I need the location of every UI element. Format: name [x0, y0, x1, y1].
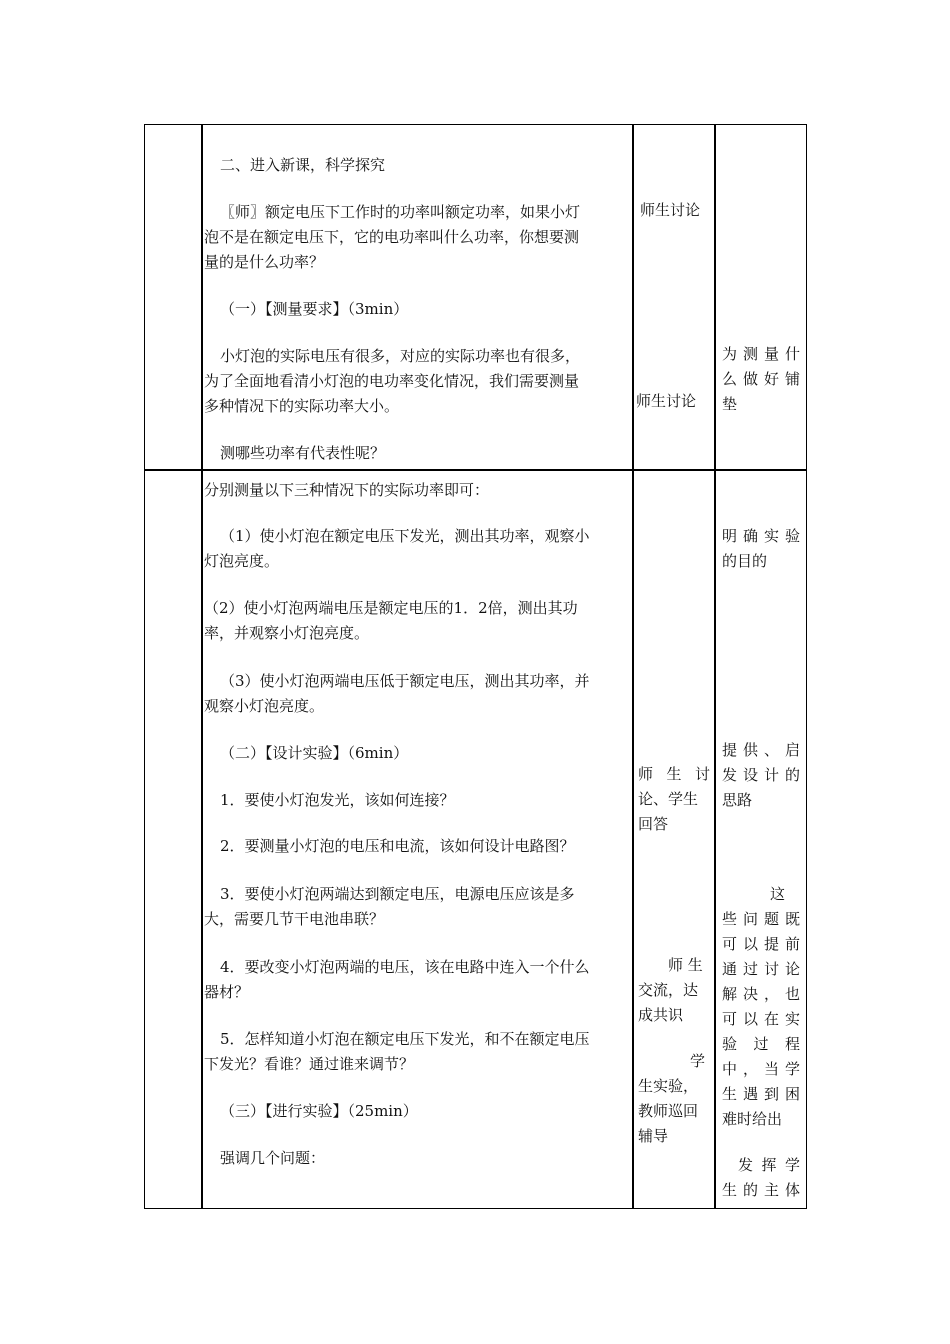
activity-student-experiment-2: 生实验，: [638, 1077, 699, 1095]
intent-design-hint-2: 发 设 计 的: [722, 766, 800, 784]
paragraph-line-1: 小灯泡的实际电压有很多，对应的实际功率也有很多，: [220, 347, 581, 365]
paragraph-line-3: 多种情况下的实际功率大小。: [204, 397, 400, 415]
paragraph-line-2: 为了全面地看清小灯泡的电功率变化情况，我们需要测量: [204, 372, 580, 390]
question-representative-power: 测哪些功率有代表性呢？: [220, 444, 386, 462]
intent-student-centered-2: 生 的 主 体: [722, 1181, 800, 1199]
intent-line-2: 么 做 好 铺: [722, 370, 800, 388]
intent-questions-6: 可 以 在 实: [722, 1010, 800, 1028]
intent-design-hint-1: 提 供 、 启: [722, 741, 800, 759]
section-design-experiment: （二）【设计实验】（6min）: [220, 744, 409, 762]
case-1-line-1: （1）使小灯泡在额定电压下发光，测出其功率，观察小: [220, 527, 590, 545]
case-1-line-2: 灯泡亮度。: [204, 552, 280, 570]
design-question-5-line-2: 下发光？看谁？通过谁来调节？: [204, 1055, 415, 1073]
column-divider-3: [714, 124, 716, 1209]
design-question-4-line-2: 器材？: [204, 983, 250, 1001]
intent-questions-3: 可 以 提 前: [722, 935, 800, 953]
intent-questions-1: 这: [770, 885, 786, 903]
case-3-line-1: （3）使小灯泡两端电压低于额定电压，测出其功率，并: [220, 672, 590, 690]
row-divider: [144, 469, 807, 471]
case-3-line-2: 观察小灯泡亮度。: [204, 697, 325, 715]
case-2-line-1: （2）使小灯泡两端电压是额定电压的1．2倍，测出其功: [204, 599, 578, 617]
activity-discuss-answer-2: 论、学生: [638, 790, 699, 808]
stress-points: 强调几个问题：: [220, 1149, 326, 1167]
intent-student-centered-1: 发 挥 学: [738, 1156, 800, 1174]
design-question-2: 2．要测量小灯泡的电压和电流，该如何设计电路图？: [220, 837, 575, 855]
intent-questions-5: 解 决 ， 也: [722, 985, 800, 1003]
section-heading: 二、进入新课，科学探究: [220, 156, 386, 174]
intent-line-1: 为 测 量 什: [722, 345, 800, 363]
design-question-4-line-1: 4．要改变小灯泡两端的电压，该在电路中连入一个什么: [220, 958, 590, 976]
activity-student-experiment-1: 学: [690, 1052, 706, 1070]
intent-questions-8: 中 ， 当 学: [722, 1060, 800, 1078]
intent-questions-4: 通 过 讨 论: [722, 960, 800, 978]
design-question-3-line-1: 3．要使小灯泡两端达到额定电压，电源电压应该是多: [220, 885, 575, 903]
activity-discussion-2: 师生讨论: [636, 392, 697, 410]
intent-questions-9: 生 遇 到 困: [722, 1085, 800, 1103]
design-question-5-line-1: 5．怎样知道小灯泡在额定电压下发光，和不在额定电压: [220, 1030, 590, 1048]
teacher-question-line-2: 泡不是在额定电压下，它的电功率叫什么功率，你想要测: [204, 228, 580, 246]
section-conduct-experiment: （三）【进行实验】（25min）: [220, 1102, 418, 1120]
activity-discuss-answer-1: 师 生 讨: [638, 765, 710, 783]
activity-discussion-1: 师生讨论: [640, 201, 701, 219]
measure-intro: 分别测量以下三种情况下的实际功率即可：: [204, 481, 490, 499]
activity-discuss-answer-3: 回答: [638, 815, 669, 833]
intent-questions-10: 难时给出: [722, 1110, 783, 1128]
intent-questions-2: 些 问 题 既: [722, 910, 800, 928]
intent-line-3: 垫: [722, 395, 738, 413]
teacher-question-line-1: 〖师〗额定电压下工作时的功率叫额定功率，如果小灯: [220, 203, 581, 221]
activity-consensus-1: 师 生: [668, 956, 703, 974]
case-2-line-2: 率，并观察小灯泡亮度。: [204, 624, 370, 642]
activity-student-experiment-3: 教师巡回: [638, 1102, 699, 1120]
design-question-1: 1．要使小灯泡发光，该如何连接？: [220, 791, 455, 809]
column-divider-2: [632, 124, 634, 1209]
activity-consensus-2: 交流，达: [638, 981, 699, 999]
intent-clarify-goal-2: 的目的: [722, 552, 768, 570]
column-divider-1: [201, 124, 203, 1209]
intent-clarify-goal-1: 明 确 实 验: [722, 527, 800, 545]
intent-questions-7: 验 过 程: [722, 1035, 800, 1053]
activity-consensus-3: 成共识: [638, 1006, 684, 1024]
activity-student-experiment-4: 辅导: [638, 1127, 669, 1145]
teacher-question-line-3: 量的是什么功率？: [204, 253, 325, 271]
section-measure-requirements: （一）【测量要求】（3min）: [220, 300, 409, 318]
intent-design-hint-3: 思路: [722, 791, 753, 809]
design-question-3-line-2: 大，需要几节干电池串联？: [204, 910, 385, 928]
